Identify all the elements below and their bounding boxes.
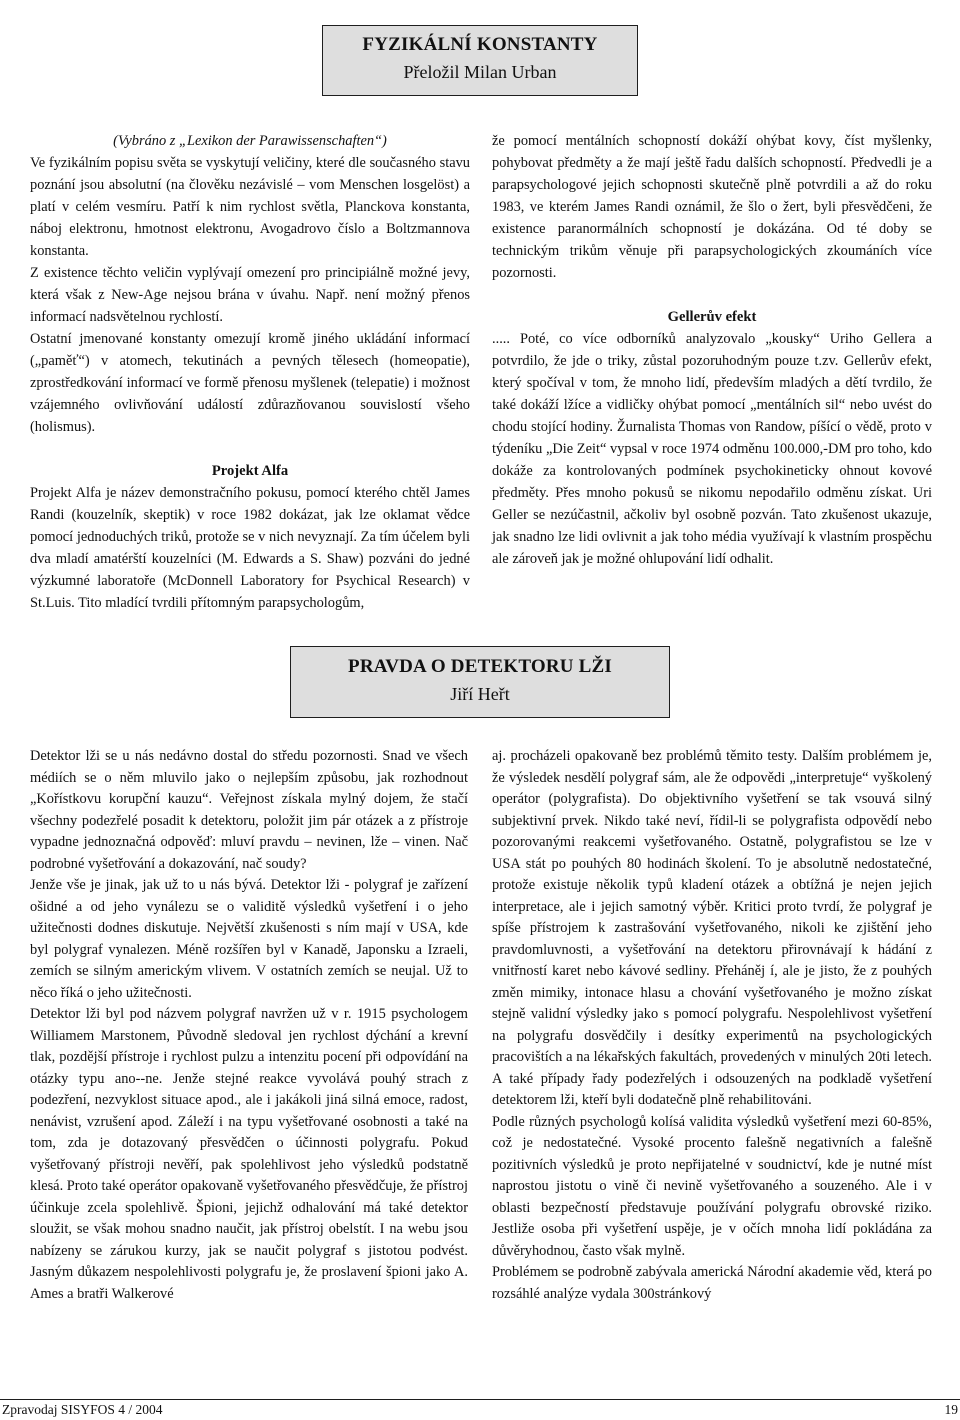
article1-title: FYZIKÁLNÍ KONSTANTY	[362, 34, 598, 55]
article1-left-column	[30, 130, 470, 614]
article1-source: (Vybráno z „Lexikon der Parawissenschaften“)	[113, 133, 387, 149]
article2-paragraph: Jenže vše je jinak, jak už to u nás bývá. Detektor lži - polygraf je zařízení ošidné a od jeho vynálezu se o validitě výsledků vyšetření i o jeho užitečnosti dodnes diskutuje. Největší zkušenosti s ním mají v USA, kde byl polygraf vynalezen. Méně rozšířen byl v Kanadě, Japonsku a Izraeli, zemích se silným americkým vlivem. V ostatních zemích se neujal. Už to něco říká o jeho užitečnosti.	[30, 877, 468, 1001]
article2-paragraph: Podle různých psychologů kolísá validita výsledků vyšetření mezi 60-85%, což je nedostatečné. Vysoké procento falešně negativních a falešně pozitivních výsledků je proto nepřijatelné v soudnictví, kde je nutné míst naprostou jistotu o vině či nevině vyšetřovaného a souzeného. Ale i v oblasti bezpečností představuje používání polygrafu obrovské riziko. Jestliže osoba při vyšetření uspěje, je v očích mnoha lidí pokládána za důvěryhodnou, často však mylně.	[492, 1113, 932, 1259]
article1-paragraph: že pomocí mentálních schopností dokáží ohýbat kovy, číst myšlenky, pohybovat předměty a že mají ještě řadu dalších schopností. Předvedli je a parapsychologové jejich schopnosti skutečně plně potvrdili a až do roku 1983, ve kterém James Randi oznámil, že šlo o žert, byli přesvědčeni, že existence paranormálních schopností je dokázána. Od té doby se technickým trikům věnuje při parapsychologických zkoumáních více pozornosti.	[492, 133, 932, 281]
page-number: 19	[944, 1402, 958, 1417]
article1-header	[322, 25, 638, 96]
article2-paragraph: Detektor lži byl pod názvem polygraf navržen už v r. 1915 psychologem Williamem Marstonem, Původně sledoval jen rychlost dýchání a krevní tlak, pozdější přístroje i rychlost pulzu a intenzitu pocení při odpovídání na otázky typu ano--ne. Jenže stejné reakce vyvolává pouhý strach z podezření, nezvyklost situace apod., ale i jakákoli jiná silná emoce, radost, nenávist, vzrušení apod. Záleží i na typu vyšetřované osobnosti a také na tom, zda je dotazovaný přesvědčen o účinnosti polygrafu. Pokud vyšetřovaný přístroji nevěří, pak spolehlivost jeho výsledků podstatně klesá. Proto také operátor opakovaně vyšetřovaného přesvědčuje, že přístroj účinkuje zcela spolehlivě. Špioni, jejichž odhalování má také detektor sloužit, se však mohou snadno naučit, jak přístroj obelstít. I na webu jsou nabízeny se zárukou kurzy, jak se naučit polygraf s jistotou podvést. Jasným důkazem nespolehlivosti polygrafu je, že proslavení špioni jako A. Ames a bratři Walkerové	[30, 1006, 468, 1302]
article2-header	[290, 646, 670, 718]
article2-author: Jiří Heřt	[450, 684, 510, 704]
section-heading-projekt-alfa: Projekt Alfa	[211, 463, 289, 479]
page-footer	[0, 1399, 960, 1418]
article1-right-column	[492, 130, 932, 570]
article1-author: Přeložil Milan Urban	[403, 62, 557, 82]
section-heading-gelleruv-efekt: Gellerův efekt	[667, 309, 757, 325]
article2-left-column	[30, 746, 468, 1305]
article1-paragraph: Ve fyzikálním popisu světa se vyskytují veličiny, které dle současného stavu poznání jsou absolutní (na člověku nezávislé – vom Menschen losgelöst) a platí v celém vesmíru. Patří k nim rychlost světla, Planckova konstanta, náboj elektronu, hmotnost elektronu, Avogadrovo číslo a Boltzmannova konstanta.	[30, 155, 470, 259]
footer-publication: Zpravodaj SISYFOS 4 / 2004	[2, 1402, 163, 1417]
article2-right-column	[492, 746, 932, 1305]
article1-paragraph: Projekt Alfa je název demonstračního pokusu, pomocí kterého chtěl James Randi (kouzelník, skeptik) v roce 1982 dokázat, jak lze oklamat vědce pomocí jednoduchých triků, protože se v nich nevyznají. Za tím účelem byli dva mladí amatérští kouzelníci (M. Edwards a S. Shaw) pozváni do jedné výzkumné laboratoře (McDonnell Laboratory for Psychical Research) v St.Luis. Tito mladící tvrdili přítomným parapsychologům,	[30, 485, 470, 611]
article1-paragraph: Z existence těchto veličin vyplývají omezení pro principiálně možné jevy, která však z New-Age nejsou brána v úvahu. Např. není možný přenos informací nadsvětelnou rychlostí.	[30, 265, 470, 325]
article2-paragraph: Problémem se podrobně zabývala americká Národní akademie věd, která po rozsáhlé analýze vydala 300stránkový	[492, 1264, 932, 1302]
article2-title: PRAVDA O DETEKTORU LŽI	[348, 656, 612, 677]
article1-paragraph: ..... Poté, co více odborníků analyzovalo „kousky“ Uriho Gellera a potvrdilo, že jde o triky, zůstal pozoruhodným pouze t.zv. Gellerův efekt, který spočíval v tom, že mnoho lidí, především mladých a dětí tvrdilo, že také dokáží lžíce a vidličky ohýbat pomocí „mentálních sil“ nebo uvést do chodu stojící hodiny. Žurnalista Thomas von Randow, píšící o vědě, proto v týdeníku „Die Zeit“ vypsal v roce 1974 odměnu 100.000,-DM pro toho, kdo dokáže za kontrolovaných podmínek psychokineticky ohnout kovové předměty. Přes mnoho pokusů se nikomu nepodařilo odměnu získat. Uri Geller se nezúčastnil, ačkoliv byl osobně pozván. Tato zkušenost ukazuje, jak snadno lze lidi ovlivnit a jak toho média využívají k vlastním prospěchu ale zároveň jak je možné ohlupování lidí odhalit.	[492, 331, 932, 567]
article2-paragraph: Detektor lži se u nás nedávno dostal do středu pozornosti. Snad ve všech médiích se o něm mluvilo jako o nejlepším způsobu, jak rozhodnout „Kořístkovu korupční kauzu“. Veřejnost získala mylný dojem, že stačí všechny podezřelé posadit k detektoru, položit jim pár otázek a z přístroje vypadne jednoznačná odpověď: mluví pravdu – nevinen, lže – vinen. Nač podrobné vyšetřování a dokazování, nač soudy?	[30, 748, 468, 872]
article2-paragraph: aj. procházeli opakovaně bez problémů těmito testy. Dalším problémem je, že výsledek nesdělí polygraf sám, ale že odpovědi „interpretuje“ vyškolený operátor (polygrafista). Do objektivního vyšetření se tak vsouvá silný subjektivní prvek. Nikdo také neví, řídil-li se polygrafista odpovědí nebo pozorovanými reakcemi vyšetřovaného. Ostatně, polygrafistou se lze v USA stát po pouhých 80 hodinách školení. To je absolutně nedostatečné, protože existuje několik typů kladení otázek a obtížná je nejen jejich interpretace, ale i jejich samotný výběr. Kritici proto tvrdí, že polygraf je spíše přístrojem k zastrašování vyšetřovaného, nikoli ke zjištění jeho pravdomluvnosti, a vyšetřování na detektoru přirovnávají k hádání z vnitřností karet nebo kávové sedliny. Přeháněj í, ale je jisto, že z pouhých změn mimiky, intonace hlasu a chování vyšetřovaného je možno získat stejně validní výsledky jako s pomocí polygrafu. Nespolehlivost vyšetření na polygrafu dosvědčily i desítky experimentů na psychologických pracovištích a na lékařských fakultách, provedených v minulých 20ti letech. A také případy řady podezřelých i odsouzených na podkladě vyšetření detektorem lži, kteří byli dodatečně plně rehabilitováni.	[492, 748, 932, 1108]
article1-paragraph: Ostatní jmenované konstanty omezují kromě jiného ukládání informací („paměť“) v atomech, tekutinách a pevných tělesech (homeopatie), zprostředkování informací ve formě přenosu myšlenek (telepatie) i možnost vzájemného ovlivňování událostí zdůrazňovanou souvislostí všeho (holismus).	[30, 331, 470, 435]
